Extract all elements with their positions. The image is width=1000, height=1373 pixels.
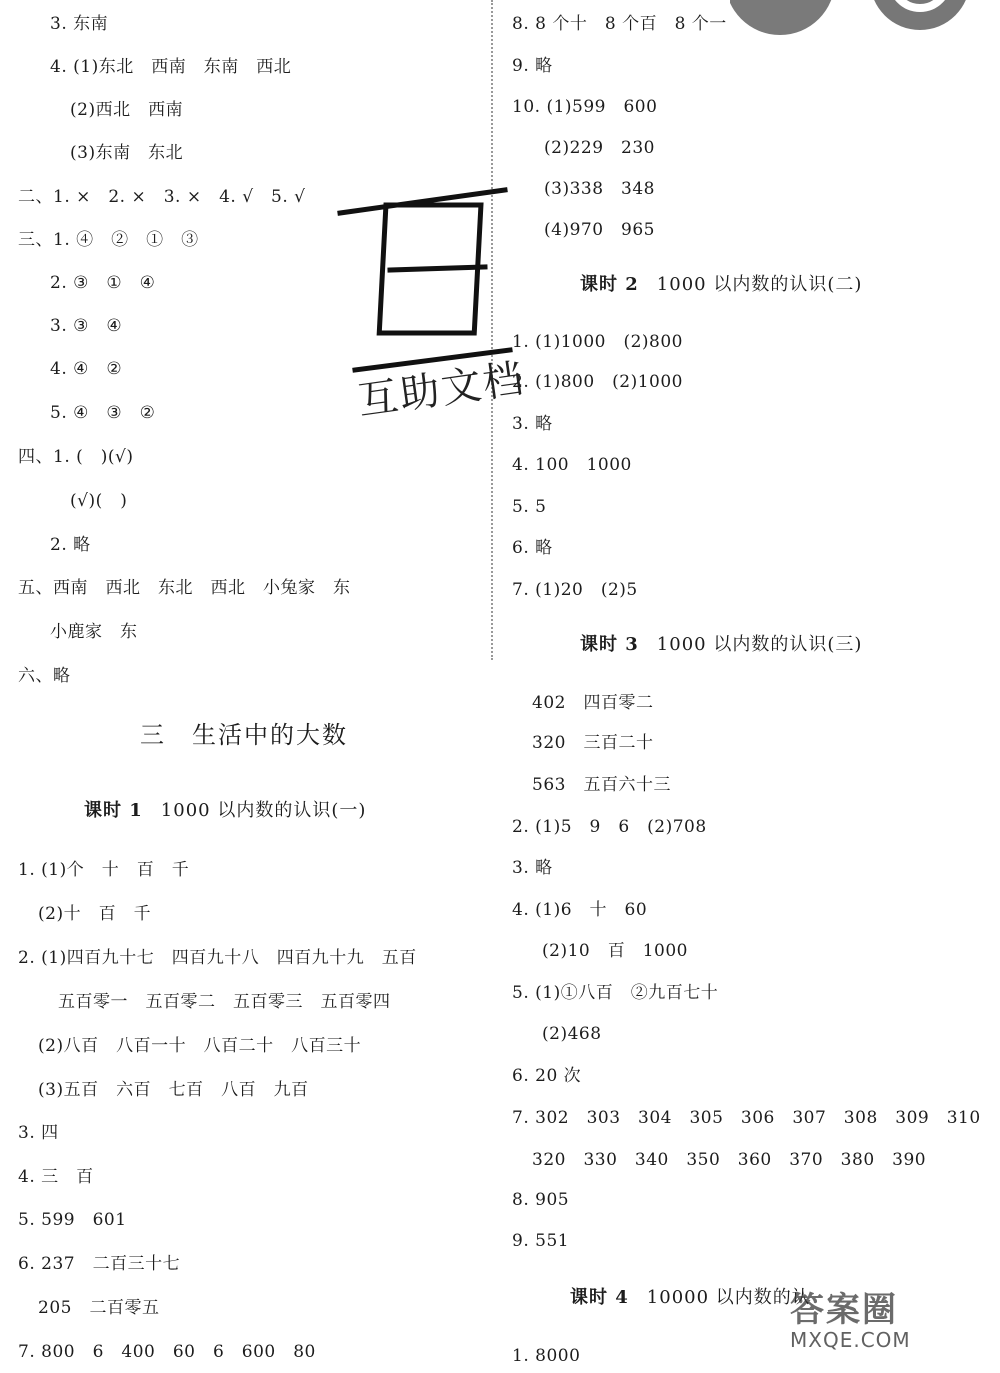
lesson-topic: 1000 以内数的认识(三) bbox=[656, 634, 863, 655]
lesson-title bbox=[580, 273, 862, 297]
lesson-title bbox=[570, 1286, 811, 1310]
answer-line: 402 四百零二 bbox=[532, 693, 654, 713]
site-watermark bbox=[790, 1291, 990, 1361]
answer-line: (2)八百 八百一十 八百二十 八百三十 bbox=[38, 1036, 362, 1056]
answer-line: 6. 略 bbox=[512, 538, 553, 558]
answer-line: 320 三百二十 bbox=[532, 733, 654, 753]
site-watermark-title: 答案圈 bbox=[790, 1290, 898, 1330]
answer-line: 五、西南 西北 东北 西北 小兔家 东 bbox=[18, 578, 351, 598]
answer-line: 1. 8000 bbox=[512, 1346, 581, 1366]
lesson-topic: 10000 以内数的认 bbox=[646, 1287, 811, 1308]
answer-line: (3)东南 东北 bbox=[70, 143, 184, 163]
answer-line: (2)十 百 千 bbox=[38, 904, 152, 924]
answer-line: 3. 四 bbox=[18, 1123, 59, 1143]
answer-line: 五百零一 五百零二 五百零三 五百零四 bbox=[58, 992, 391, 1012]
answer-line: 二、1. × 2. × 3. × 4. √ 5. √ bbox=[18, 187, 306, 207]
lesson-label: 课时 3 bbox=[580, 634, 639, 655]
answer-line: 7. 302 303 304 305 306 307 308 309 310 bbox=[512, 1108, 981, 1128]
site-watermark-url: MXQE.COM bbox=[790, 1328, 911, 1352]
answer-line: 5. 5 bbox=[512, 497, 547, 517]
answer-line: 320 330 340 350 360 370 380 390 bbox=[532, 1150, 927, 1170]
answer-line: 小鹿家 东 bbox=[50, 622, 138, 642]
answer-line: 205 二百零五 bbox=[38, 1298, 160, 1318]
answer-line: (2)229 230 bbox=[544, 138, 655, 158]
lesson-label: 课时 1 bbox=[84, 800, 143, 821]
answer-line: 8. 905 bbox=[512, 1190, 570, 1210]
section-title: 三 生活中的大数 bbox=[140, 721, 348, 749]
answer-line: 2. (1)5 9 6 (2)708 bbox=[512, 817, 707, 837]
answer-line: 三、1. ④ ② ① ③ bbox=[18, 230, 199, 250]
answer-line: 4. 三 百 bbox=[18, 1167, 94, 1187]
answer-line: 4. (1)东北 西南 东南 西北 bbox=[50, 57, 292, 77]
lesson-title bbox=[580, 633, 862, 657]
answer-line: 4. (1)6 十 60 bbox=[512, 900, 648, 920]
answer-line: 3. 东南 bbox=[50, 14, 109, 34]
lesson-title bbox=[84, 799, 366, 823]
answer-line: 六、略 bbox=[18, 666, 71, 686]
answer-line: 6. 237 二百三十七 bbox=[18, 1254, 181, 1274]
answer-line: 2. (1)四百九十七 四百九十八 四百九十九 五百 bbox=[18, 948, 417, 968]
answer-line: 5. 599 601 bbox=[18, 1210, 127, 1230]
answer-line: 2. 略 bbox=[50, 535, 91, 555]
answer-line: (2)西北 西南 bbox=[70, 100, 184, 120]
answer-line: 9. 略 bbox=[512, 56, 553, 76]
answer-line: 2. (1)800 (2)1000 bbox=[512, 372, 683, 392]
answer-line: (√)( ) bbox=[70, 491, 128, 511]
answer-line: 1. (1)1000 (2)800 bbox=[512, 332, 683, 352]
answer-line: 9. 551 bbox=[512, 1231, 570, 1251]
answer-line: 7. 800 6 400 60 6 600 80 bbox=[18, 1342, 316, 1362]
answer-line: 6. 20 次 bbox=[512, 1066, 582, 1086]
answer-line: (2)10 百 1000 bbox=[542, 941, 688, 961]
watermark-text: 互助文档 bbox=[355, 355, 528, 425]
answer-line: 8. 8 个十 8 个百 8 个一 bbox=[512, 14, 727, 34]
answer-line: 5. ④ ③ ② bbox=[50, 403, 156, 423]
answer-line: 7. (1)20 (2)5 bbox=[512, 580, 638, 600]
answer-line: 四、1. ( )(√) bbox=[18, 447, 134, 467]
lesson-topic: 1000 以内数的认识(二) bbox=[656, 274, 863, 295]
answer-line: 3. 略 bbox=[512, 858, 553, 878]
answer-line: (3)五百 六百 七百 八百 九百 bbox=[38, 1080, 309, 1100]
answer-line: 4. ④ ② bbox=[50, 359, 123, 379]
answer-line: (2)468 bbox=[542, 1024, 602, 1044]
answer-line: 3. ③ ④ bbox=[50, 316, 123, 336]
corner-badge-icons bbox=[730, 0, 970, 40]
answer-line: 2. ③ ① ④ bbox=[50, 273, 156, 293]
answer-line: (4)970 965 bbox=[544, 220, 655, 240]
lesson-label: 课时 4 bbox=[570, 1287, 629, 1308]
lesson-label: 课时 2 bbox=[580, 274, 639, 295]
lesson-topic: 1000 以内数的认识(一) bbox=[160, 800, 367, 821]
answer-line: 10. (1)599 600 bbox=[512, 97, 658, 117]
answer-line: 1. (1)个 十 百 千 bbox=[18, 860, 190, 880]
answer-line: (3)338 348 bbox=[544, 179, 655, 199]
answer-line: 5. (1)①八百 ②九百七十 bbox=[512, 983, 719, 1003]
answer-line: 4. 100 1000 bbox=[512, 455, 632, 475]
answer-line: 563 五百六十三 bbox=[532, 775, 671, 795]
answer-line: 3. 略 bbox=[512, 414, 553, 434]
watermark-logo-icon bbox=[335, 185, 515, 375]
